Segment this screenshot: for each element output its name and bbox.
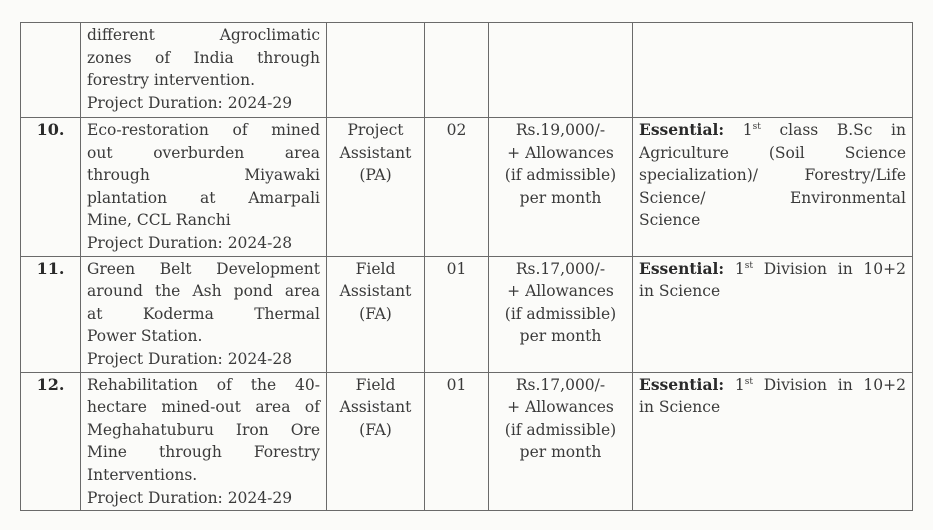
pay-line: + Allowances [507,143,614,162]
post-line: (PA) [359,166,392,185]
qualification-cell [633,118,913,257]
pay-line: + Allowances [507,282,614,301]
number-of-posts-cell: 01 [425,256,489,372]
emoluments-cell [489,256,633,372]
qualification-text: class B.Sc in [760,121,906,139]
project-title-line: through Miyawaki [87,166,320,185]
post-line: (FA) [359,304,392,323]
post-line: Assistant [339,143,412,162]
project-title-line: at Koderma Thermal [87,304,320,323]
qualification-cell [633,256,913,372]
qualification-line: Agriculture (Soil Science [639,143,906,162]
qualification-cell [633,23,913,118]
project-title-line: forestry intervention. [87,71,256,90]
pay-line: (if admissible) [504,166,617,185]
qualification-line [639,374,906,397]
ordinal-number: 1 [734,375,745,394]
pay-line: Rs.17,000/- [515,259,606,278]
project-duration: Project Duration: 2024-28 [87,349,293,368]
project-title-line: Eco-restoration of mined [87,121,320,139]
qualification-line: in Science [639,282,721,301]
serial-number-cell: 10. [21,118,81,257]
post-line: Field [355,259,396,278]
project-title-line: around the Ash pond area [87,282,320,301]
project-title-line: Power Station. [87,327,203,346]
table-row [21,23,913,118]
essential-label: Essential: [639,374,725,394]
pay-line: per month [519,188,602,207]
pay-line: per month [519,443,602,462]
qualification-line: specialization)/ Forestry/Life [639,166,906,185]
qualification-line: in Science [639,398,721,417]
post-cell [327,372,425,511]
qualification-line [639,119,906,142]
emoluments-cell [489,23,633,118]
project-title-line: Mine through Forestry [87,443,320,462]
post-cell [327,118,425,257]
project-title-line: plantation at Amarpali [87,188,320,207]
post-line: Assistant [339,398,412,417]
number-of-posts-cell [425,23,489,118]
project-title-cell [81,372,327,511]
qualification-cell [633,372,913,511]
qualification-line: Science/ Environmental [639,188,906,207]
project-title-cell [81,23,327,118]
essential-label: Essential: [639,120,725,139]
vacancy-table [20,22,913,511]
pay-line: (if admissible) [504,420,617,439]
project-title-line: Rehabilitation of the 40- [87,375,320,394]
project-duration: Project Duration: 2024-28 [87,233,293,252]
ordinal-suffix: st [744,260,753,271]
pay-line: Rs.17,000/- [515,375,606,394]
qualification-line [639,258,906,281]
post-line: Field [355,375,396,394]
project-title-line: Green Belt Development [87,259,320,278]
emoluments-cell [489,118,633,257]
project-duration: Project Duration: 2024-29 [87,93,293,112]
pay-line: + Allowances [507,398,614,417]
essential-label: Essential: [639,258,725,278]
ordinal-number: 1 [734,259,745,278]
serial-number-cell: 11. [21,256,81,372]
post-line: (FA) [359,420,392,439]
qualification-line: Science [639,211,701,230]
pay-line: per month [519,327,602,346]
table-row [21,372,913,511]
post-line: Assistant [339,282,412,301]
project-title-line: Meghahatuburu Iron Ore [87,420,320,439]
pay-line: (if admissible) [504,304,617,323]
number-of-posts-cell: 02 [425,118,489,257]
serial-number-cell: 12. [21,372,81,511]
number-of-posts-cell: 01 [425,372,489,511]
ordinal-suffix: st [744,376,753,387]
project-duration: Project Duration: 2024-29 [87,488,293,507]
table-row [21,256,913,372]
ordinal-number: 1 [742,121,753,139]
serial-number-cell [21,23,81,118]
post-cell [327,256,425,372]
project-title-line: out overburden area [87,143,320,162]
qualification-text: Division in 10+2 [752,259,906,278]
project-title-line: hectare mined-out area of [87,398,320,417]
project-title-line: zones of India through [87,48,320,67]
pay-line: Rs.19,000/- [515,121,606,139]
qualification-text: Division in 10+2 [752,375,906,394]
project-title-cell [81,118,327,257]
table-row [21,118,913,257]
post-cell [327,23,425,118]
ordinal-suffix: st [752,122,761,132]
emoluments-cell [489,372,633,511]
project-title-cell [81,256,327,372]
project-title-line: different Agroclimatic [87,26,320,44]
project-title-line: Mine, CCL Ranchi [87,211,231,230]
post-line: Project [347,121,404,139]
project-title-line: Interventions. [87,465,198,484]
